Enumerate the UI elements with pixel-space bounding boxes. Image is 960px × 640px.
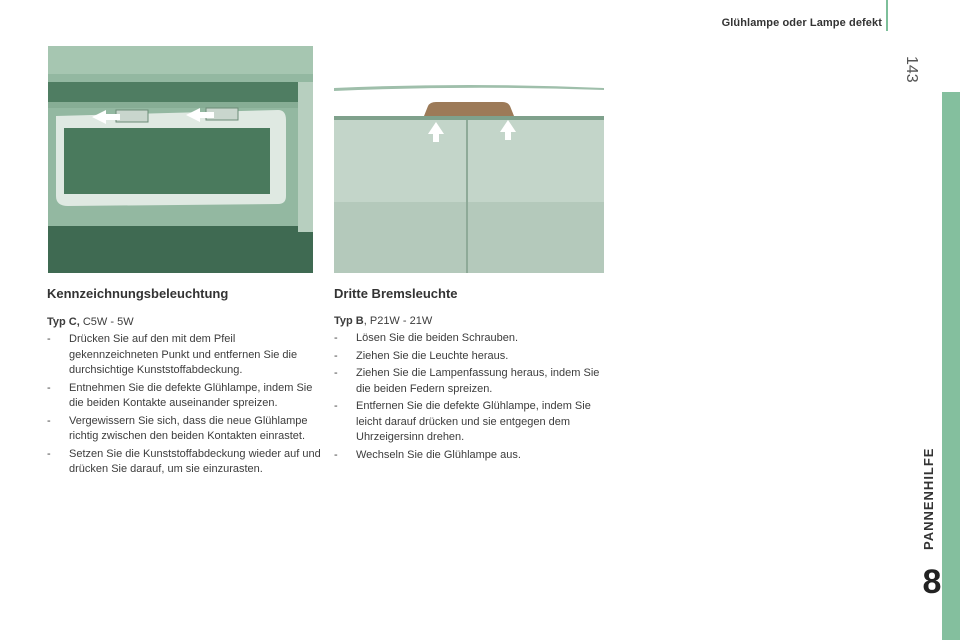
bulb-type-value: , P21W - 21W [363, 315, 433, 327]
brake-light-steps-list [334, 331, 614, 465]
list-item: - Ziehen Sie die Lampenfassung heraus, indem Sie die beiden Federn spreizen. [334, 367, 600, 395]
bulb-type-label: Typ C, [47, 316, 80, 328]
bulb-type-license-plate [47, 316, 134, 328]
list-item: - Setzen Sie die Kunststoffabdeckung wieder auf und drücken Sie darauf, um sie einzurasten. [47, 447, 321, 475]
section-title-third-brake-light: Dritte Bremsleuchte [334, 286, 458, 301]
brake-light-photo [334, 76, 604, 273]
license-plate-steps-list [47, 332, 322, 480]
header-title: Glühlampe oder Lampe defekt [721, 17, 882, 29]
list-item: - Lösen Sie die beiden Schrauben. [334, 332, 519, 344]
chapter-label: PANNENHILFE [921, 447, 936, 550]
list-item: - Vergewissern Sie sich, dass die neue Glühlampe richtig zwischen den beiden Kontakten einrastet. [47, 414, 308, 442]
sidebar-stripe [942, 92, 960, 640]
list-item: - Entfernen Sie die defekte Glühlampe, indem Sie leicht darauf drücken und sie entgegen dem Uhrzeigersinn drehen. [334, 400, 591, 443]
header-divider [886, 0, 888, 31]
list-item: - Entnehmen Sie die defekte Glühlampe, indem Sie die beiden Kontakte auseinander spreizen. [47, 381, 313, 409]
list-item: - Drücken Sie auf den mit dem Pfeil gekennzeichneten Punkt und entfernen Sie die durchsichtige Kunststoffabdeckung. [47, 333, 298, 376]
bulb-type-label: Typ B [334, 315, 364, 327]
bulb-type-value: C5W - 5W [79, 316, 134, 328]
brake-light-illustration [334, 76, 604, 273]
chapter-number: 8 [922, 563, 942, 601]
section-title-license-plate-light: Kennzeichnungsbeleuchtung [47, 286, 229, 301]
license-plate-light-photo [48, 46, 313, 273]
list-item: - Ziehen Sie die Leuchte heraus. [334, 349, 509, 362]
list-item: - Wechseln Sie die Glühlampe aus. [334, 448, 521, 461]
bulb-type-brake-light [334, 315, 432, 327]
license-plate-light-illustration [48, 46, 313, 273]
page-number: 143 [903, 56, 920, 83]
